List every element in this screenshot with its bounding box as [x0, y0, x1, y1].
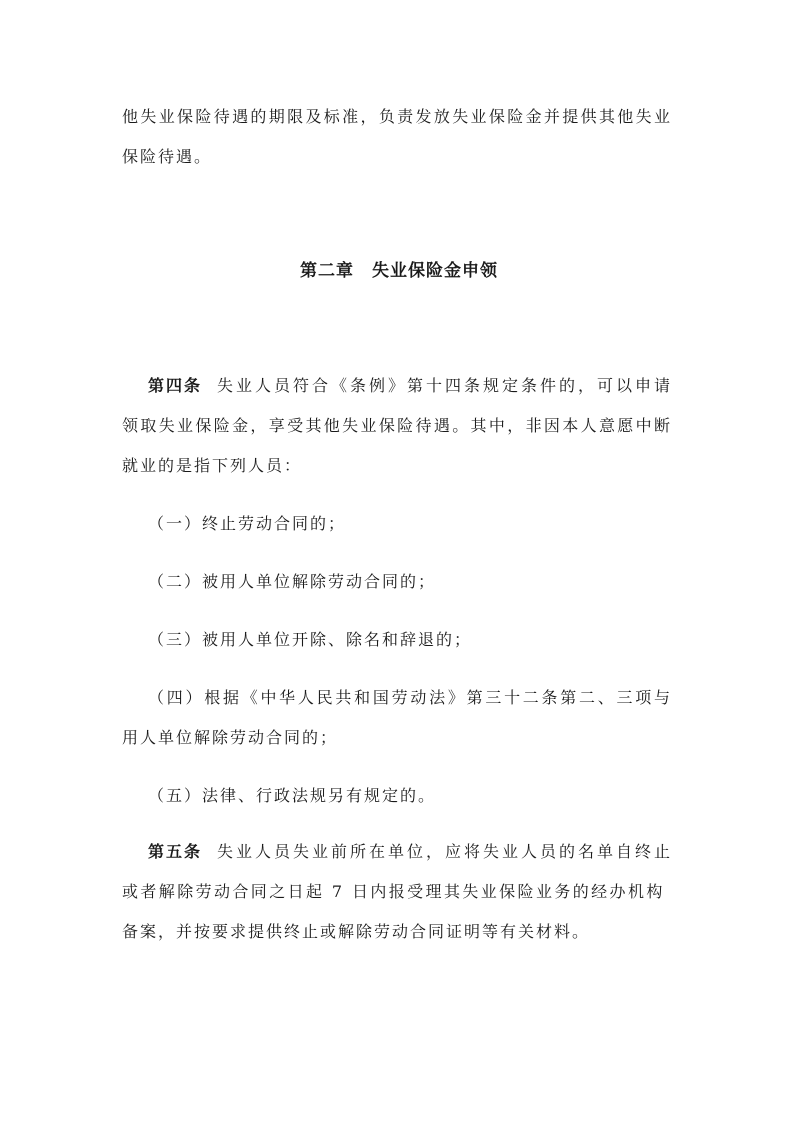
item-4-line-1: （四）根据《中华人民共和国劳动法》第三十二条第二、三项与 — [148, 688, 672, 707]
intro-line-2: 保险待遇。 — [122, 147, 213, 166]
article-5-text-1: 失业人员失业前所在单位，应将失业人员的名单自终止 — [216, 842, 672, 861]
item-2-line-1: （二）被用人单位解除劳动合同的； — [148, 572, 437, 591]
article-5-line-3: 备案，并按要求提供终止或解除劳动合同证明等有关材料。 — [122, 922, 591, 941]
article-4 — [122, 366, 672, 486]
document-body — [122, 97, 672, 970]
article-5 — [122, 832, 672, 952]
list-item — [122, 776, 672, 816]
article-5-label: 第五条 — [148, 842, 202, 861]
item-1-line-1: （一）终止劳动合同的； — [148, 514, 347, 533]
article-4-line-3: 就业的是指下列人员： — [122, 456, 303, 475]
list-item — [122, 620, 672, 660]
article-5-line-1 — [122, 832, 672, 872]
article-4-line-2: 领取失业保险金，享受其他失业保险待遇。其中，非因本人意愿中断 — [122, 416, 672, 435]
item-5-line-1: （五）法律、行政法规另有规定的。 — [148, 786, 437, 805]
item-3-line-1: （三）被用人单位开除、除名和辞退的； — [148, 630, 473, 649]
item-4-line-2: 用人单位解除劳动合同的； — [122, 728, 339, 747]
article-5-line-2: 或者解除劳动合同之日起 7 日内报受理其失业保险业务的经办机构 — [122, 882, 665, 901]
list-item — [122, 678, 672, 758]
article-4-text-1: 失业人员符合《条例》第十四条规定条件的，可以申请 — [216, 376, 672, 395]
intro-paragraph — [122, 97, 672, 177]
article-4-label: 第四条 — [148, 376, 202, 395]
chapter-heading: 第二章 失业保险金申领 — [300, 261, 498, 281]
list-item — [122, 504, 672, 544]
article-4-line-1 — [122, 366, 672, 406]
list-item — [122, 562, 672, 602]
intro-line-1: 他失业保险待遇的期限及标准，负责发放失业保险金并提供其他失业 — [122, 107, 672, 126]
